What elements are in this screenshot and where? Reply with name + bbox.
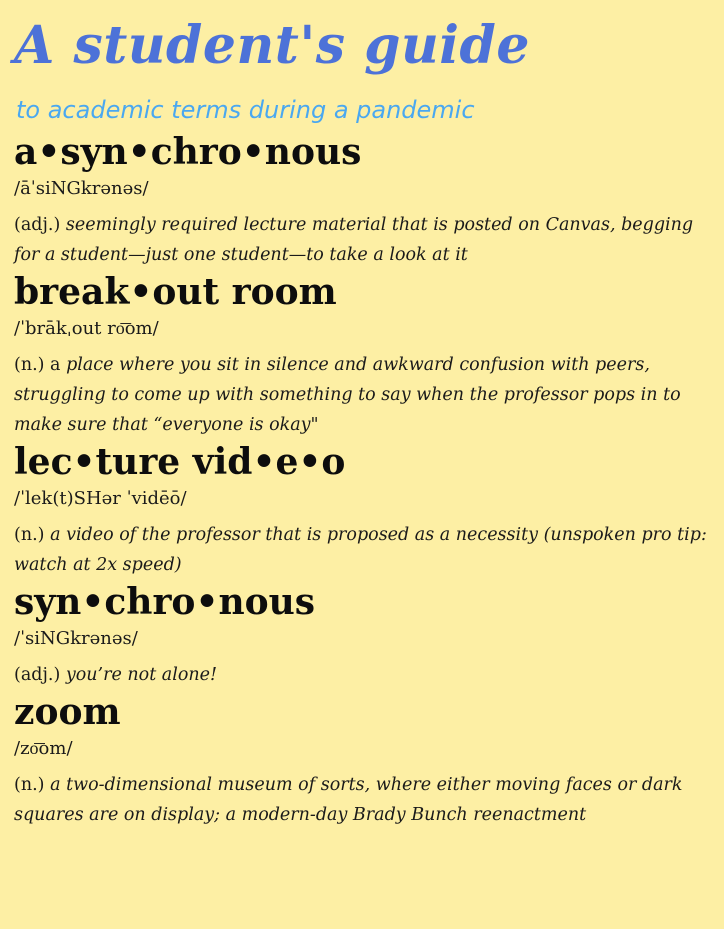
entry-definition [14, 520, 710, 580]
entry-definition-text: seemingly required lecture material that is posted on Canvas, begging for a student—just one student—to take a look at it [14, 215, 694, 265]
entry-part-of-speech: (n.) [14, 525, 45, 545]
entry-term: syn•chro•nous [14, 581, 316, 623]
entry-term: zoom [14, 691, 121, 733]
page-subtitle: to academic terms during a pandemic [16, 96, 475, 124]
entry-definition [14, 350, 710, 440]
entry-part-of-speech: (adj.) [14, 215, 61, 235]
entry-part-of-speech: (n.) a [14, 355, 61, 375]
page-title: A student's guide [14, 15, 530, 76]
entry-definition-text: a video of the professor that is proposed as a necessity (unspoken pro tip: watch at 2x speed) [14, 525, 707, 575]
entry-pronunciation: /ˈsiNGkrənəs/ [14, 628, 138, 649]
entry-zoom [14, 690, 710, 830]
entry-definition-text: place where you sit in silence and awkward confusion with peers, struggling to come up with something to say when the professor pops in to make sure that “everyone is okay" [14, 355, 681, 435]
entry-term: break•out room [14, 271, 337, 313]
entry-definition [14, 210, 710, 270]
entry-pronunciation: /ˈbrākˌout ro͞om/ [14, 318, 159, 339]
entry-lecture-video [14, 440, 710, 580]
entry-definition-text: you’re not alone! [65, 665, 218, 685]
entry-synchronous [14, 580, 710, 690]
entry-part-of-speech: (adj.) [14, 665, 61, 685]
entry-pronunciation: /ˈlek(t)SHər ˈvidēō/ [14, 488, 187, 509]
entry-breakout-room [14, 270, 710, 440]
entry-definition [14, 660, 710, 690]
entry-definition-text: a two-dimensional museum of sorts, where either moving faces or dark squares are on display; a modern-day Brady Bunch reenactment [14, 775, 683, 825]
entry-term: a•syn•chro•nous [14, 131, 362, 173]
entry-asynchronous [14, 130, 710, 270]
entry-pronunciation: /zo͞om/ [14, 738, 73, 759]
entry-part-of-speech: (n.) [14, 775, 45, 795]
entry-term: lec•ture vid•e•o [14, 441, 346, 483]
entry-definition [14, 770, 710, 830]
entry-pronunciation: /āˈsiNGkrənəs/ [14, 178, 149, 199]
